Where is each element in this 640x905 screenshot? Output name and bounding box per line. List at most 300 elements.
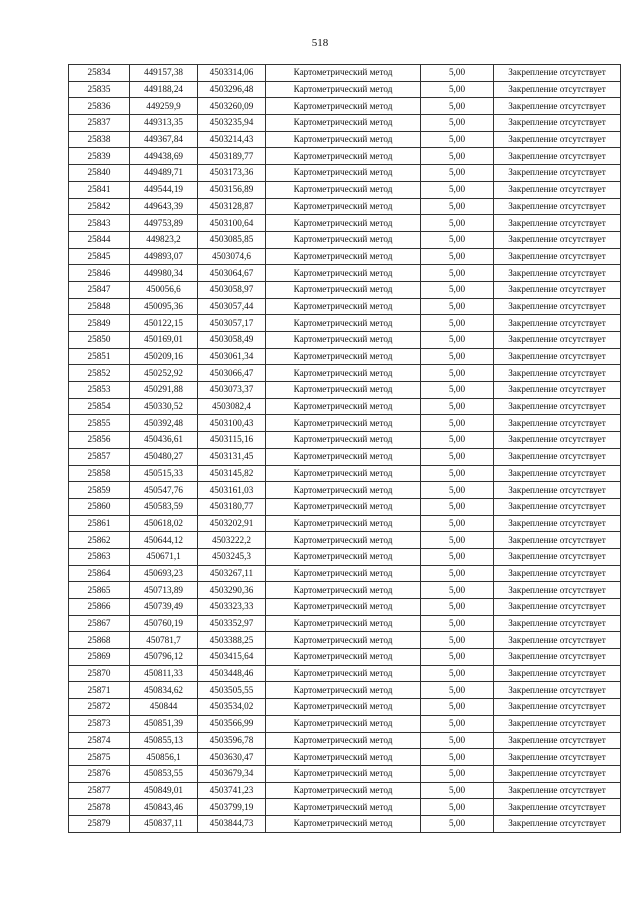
x-coordinate-cell: 450122,15 bbox=[130, 315, 198, 332]
fixing-cell: Закрепление отсутствует bbox=[494, 732, 621, 749]
table-row bbox=[69, 131, 621, 148]
table-row bbox=[69, 649, 621, 666]
y-coordinate-cell: 4503799,19 bbox=[198, 799, 266, 816]
y-coordinate-cell: 4503505,55 bbox=[198, 682, 266, 699]
method-cell: Картометрический метод bbox=[266, 98, 421, 115]
accuracy-cell: 5,00 bbox=[421, 248, 494, 265]
point-number-cell: 25879 bbox=[69, 815, 130, 832]
point-number-cell: 25842 bbox=[69, 198, 130, 215]
point-number-cell: 25850 bbox=[69, 332, 130, 349]
fixing-cell: Закрепление отсутствует bbox=[494, 415, 621, 432]
y-coordinate-cell: 4503260,09 bbox=[198, 98, 266, 115]
method-cell: Картометрический метод bbox=[266, 749, 421, 766]
table-row bbox=[69, 498, 621, 515]
method-cell: Картометрический метод bbox=[266, 582, 421, 599]
y-coordinate-cell: 4503128,87 bbox=[198, 198, 266, 215]
table-row bbox=[69, 348, 621, 365]
x-coordinate-cell: 450851,39 bbox=[130, 715, 198, 732]
y-coordinate-cell: 4503235,94 bbox=[198, 115, 266, 132]
accuracy-cell: 5,00 bbox=[421, 115, 494, 132]
method-cell: Картометрический метод bbox=[266, 115, 421, 132]
method-cell: Картометрический метод bbox=[266, 81, 421, 98]
x-coordinate-cell: 449188,24 bbox=[130, 81, 198, 98]
method-cell: Картометрический метод bbox=[266, 432, 421, 449]
fixing-cell: Закрепление отсутствует bbox=[494, 265, 621, 282]
method-cell: Картометрический метод bbox=[266, 699, 421, 716]
point-number-cell: 25856 bbox=[69, 432, 130, 449]
point-number-cell: 25838 bbox=[69, 131, 130, 148]
fixing-cell: Закрепление отсутствует bbox=[494, 532, 621, 549]
x-coordinate-cell: 450671,1 bbox=[130, 548, 198, 565]
method-cell: Картометрический метод bbox=[266, 265, 421, 282]
accuracy-cell: 5,00 bbox=[421, 732, 494, 749]
table-row bbox=[69, 265, 621, 282]
table-row bbox=[69, 532, 621, 549]
accuracy-cell: 5,00 bbox=[421, 615, 494, 632]
method-cell: Картометрический метод bbox=[266, 765, 421, 782]
fixing-cell: Закрепление отсутствует bbox=[494, 165, 621, 182]
x-coordinate-cell: 450547,76 bbox=[130, 482, 198, 499]
point-number-cell: 25860 bbox=[69, 498, 130, 515]
table-row bbox=[69, 815, 621, 832]
method-cell: Картометрический метод bbox=[266, 231, 421, 248]
point-number-cell: 25859 bbox=[69, 482, 130, 499]
table-row bbox=[69, 382, 621, 399]
table-row bbox=[69, 665, 621, 682]
y-coordinate-cell: 4503267,11 bbox=[198, 565, 266, 582]
fixing-cell: Закрепление отсутствует bbox=[494, 198, 621, 215]
point-number-cell: 25874 bbox=[69, 732, 130, 749]
y-coordinate-cell: 4503058,49 bbox=[198, 332, 266, 349]
y-coordinate-cell: 4503061,34 bbox=[198, 348, 266, 365]
method-cell: Картометрический метод bbox=[266, 532, 421, 549]
point-number-cell: 25866 bbox=[69, 599, 130, 616]
x-coordinate-cell: 450796,12 bbox=[130, 649, 198, 666]
accuracy-cell: 5,00 bbox=[421, 765, 494, 782]
point-number-cell: 25869 bbox=[69, 649, 130, 666]
point-number-cell: 25848 bbox=[69, 298, 130, 315]
table-row bbox=[69, 98, 621, 115]
y-coordinate-cell: 4503290,36 bbox=[198, 582, 266, 599]
point-number-cell: 25857 bbox=[69, 448, 130, 465]
x-coordinate-cell: 450209,16 bbox=[130, 348, 198, 365]
point-number-cell: 25876 bbox=[69, 765, 130, 782]
y-coordinate-cell: 4503189,77 bbox=[198, 148, 266, 165]
y-coordinate-cell: 4503115,16 bbox=[198, 432, 266, 449]
table-row bbox=[69, 398, 621, 415]
table-row bbox=[69, 281, 621, 298]
x-coordinate-cell: 449544,19 bbox=[130, 181, 198, 198]
x-coordinate-cell: 449643,39 bbox=[130, 198, 198, 215]
method-cell: Картометрический метод bbox=[266, 465, 421, 482]
fixing-cell: Закрепление отсутствует bbox=[494, 98, 621, 115]
x-coordinate-cell: 449753,89 bbox=[130, 215, 198, 232]
y-coordinate-cell: 4503100,64 bbox=[198, 215, 266, 232]
accuracy-cell: 5,00 bbox=[421, 415, 494, 432]
fixing-cell: Закрепление отсутствует bbox=[494, 448, 621, 465]
method-cell: Картометрический метод bbox=[266, 165, 421, 182]
fixing-cell: Закрепление отсутствует bbox=[494, 815, 621, 832]
point-number-cell: 25858 bbox=[69, 465, 130, 482]
accuracy-cell: 5,00 bbox=[421, 649, 494, 666]
point-number-cell: 25854 bbox=[69, 398, 130, 415]
table-row bbox=[69, 248, 621, 265]
table-row bbox=[69, 465, 621, 482]
y-coordinate-cell: 4503058,97 bbox=[198, 281, 266, 298]
fixing-cell: Закрепление отсутствует bbox=[494, 215, 621, 232]
accuracy-cell: 5,00 bbox=[421, 181, 494, 198]
table-row bbox=[69, 115, 621, 132]
table-row bbox=[69, 515, 621, 532]
fixing-cell: Закрепление отсутствует bbox=[494, 515, 621, 532]
method-cell: Картометрический метод bbox=[266, 365, 421, 382]
x-coordinate-cell: 450856,1 bbox=[130, 749, 198, 766]
table-row bbox=[69, 332, 621, 349]
method-cell: Картометрический метод bbox=[266, 799, 421, 816]
accuracy-cell: 5,00 bbox=[421, 315, 494, 332]
fixing-cell: Закрепление отсутствует bbox=[494, 498, 621, 515]
accuracy-cell: 5,00 bbox=[421, 432, 494, 449]
table-row bbox=[69, 448, 621, 465]
y-coordinate-cell: 4503630,47 bbox=[198, 749, 266, 766]
method-cell: Картометрический метод bbox=[266, 281, 421, 298]
method-cell: Картометрический метод bbox=[266, 815, 421, 832]
method-cell: Картометрический метод bbox=[266, 415, 421, 432]
point-number-cell: 25843 bbox=[69, 215, 130, 232]
point-number-cell: 25845 bbox=[69, 248, 130, 265]
fixing-cell: Закрепление отсутствует bbox=[494, 682, 621, 699]
point-number-cell: 25871 bbox=[69, 682, 130, 699]
x-coordinate-cell: 449313,35 bbox=[130, 115, 198, 132]
x-coordinate-cell: 450291,88 bbox=[130, 382, 198, 399]
accuracy-cell: 5,00 bbox=[421, 532, 494, 549]
table-row bbox=[69, 548, 621, 565]
fixing-cell: Закрепление отсутствует bbox=[494, 582, 621, 599]
x-coordinate-cell: 450618,02 bbox=[130, 515, 198, 532]
y-coordinate-cell: 4503066,47 bbox=[198, 365, 266, 382]
method-cell: Картометрический метод bbox=[266, 448, 421, 465]
method-cell: Картометрический метод bbox=[266, 498, 421, 515]
method-cell: Картометрический метод bbox=[266, 682, 421, 699]
table-row bbox=[69, 615, 621, 632]
x-coordinate-cell: 450837,11 bbox=[130, 815, 198, 832]
accuracy-cell: 5,00 bbox=[421, 515, 494, 532]
point-number-cell: 25863 bbox=[69, 548, 130, 565]
point-number-cell: 25846 bbox=[69, 265, 130, 282]
table-row bbox=[69, 749, 621, 766]
page-number: 518 bbox=[311, 37, 329, 49]
method-cell: Картометрический метод bbox=[266, 348, 421, 365]
accuracy-cell: 5,00 bbox=[421, 281, 494, 298]
point-number-cell: 25873 bbox=[69, 715, 130, 732]
x-coordinate-cell: 449259,9 bbox=[130, 98, 198, 115]
accuracy-cell: 5,00 bbox=[421, 665, 494, 682]
fixing-cell: Закрепление отсутствует bbox=[494, 148, 621, 165]
point-number-cell: 25875 bbox=[69, 749, 130, 766]
x-coordinate-cell: 450330,52 bbox=[130, 398, 198, 415]
method-cell: Картометрический метод bbox=[266, 298, 421, 315]
x-coordinate-cell: 450436,61 bbox=[130, 432, 198, 449]
table-row bbox=[69, 81, 621, 98]
x-coordinate-cell: 449367,84 bbox=[130, 131, 198, 148]
accuracy-cell: 5,00 bbox=[421, 215, 494, 232]
x-coordinate-cell: 450760,19 bbox=[130, 615, 198, 632]
method-cell: Картометрический метод bbox=[266, 332, 421, 349]
accuracy-cell: 5,00 bbox=[421, 632, 494, 649]
x-coordinate-cell: 450855,13 bbox=[130, 732, 198, 749]
fixing-cell: Закрепление отсутствует bbox=[494, 749, 621, 766]
accuracy-cell: 5,00 bbox=[421, 682, 494, 699]
table-row bbox=[69, 632, 621, 649]
y-coordinate-cell: 4503679,34 bbox=[198, 765, 266, 782]
point-number-cell: 25870 bbox=[69, 665, 130, 682]
method-cell: Картометрический метод bbox=[266, 382, 421, 399]
y-coordinate-cell: 4503388,25 bbox=[198, 632, 266, 649]
y-coordinate-cell: 4503296,48 bbox=[198, 81, 266, 98]
fixing-cell: Закрепление отсутствует bbox=[494, 699, 621, 716]
y-coordinate-cell: 4503057,17 bbox=[198, 315, 266, 332]
x-coordinate-cell: 450480,27 bbox=[130, 448, 198, 465]
method-cell: Картометрический метод bbox=[266, 599, 421, 616]
fixing-cell: Закрепление отсутствует bbox=[494, 81, 621, 98]
table-row bbox=[69, 715, 621, 732]
table-row bbox=[69, 682, 621, 699]
y-coordinate-cell: 4503415,64 bbox=[198, 649, 266, 666]
method-cell: Картометрический метод bbox=[266, 565, 421, 582]
point-number-cell: 25849 bbox=[69, 315, 130, 332]
table-row bbox=[69, 181, 621, 198]
accuracy-cell: 5,00 bbox=[421, 565, 494, 582]
fixing-cell: Закрепление отсутствует bbox=[494, 782, 621, 799]
y-coordinate-cell: 4503180,77 bbox=[198, 498, 266, 515]
method-cell: Картометрический метод bbox=[266, 131, 421, 148]
method-cell: Картометрический метод bbox=[266, 548, 421, 565]
y-coordinate-cell: 4503844,73 bbox=[198, 815, 266, 832]
point-number-cell: 25841 bbox=[69, 181, 130, 198]
table-row bbox=[69, 565, 621, 582]
x-coordinate-cell: 450843,46 bbox=[130, 799, 198, 816]
y-coordinate-cell: 4503202,91 bbox=[198, 515, 266, 532]
fixing-cell: Закрепление отсутствует bbox=[494, 799, 621, 816]
x-coordinate-cell: 450583,59 bbox=[130, 498, 198, 515]
fixing-cell: Закрепление отсутствует bbox=[494, 482, 621, 499]
accuracy-cell: 5,00 bbox=[421, 198, 494, 215]
x-coordinate-cell: 450515,33 bbox=[130, 465, 198, 482]
y-coordinate-cell: 4503352,97 bbox=[198, 615, 266, 632]
accuracy-cell: 5,00 bbox=[421, 131, 494, 148]
y-coordinate-cell: 4503057,44 bbox=[198, 298, 266, 315]
fixing-cell: Закрепление отсутствует bbox=[494, 398, 621, 415]
coordinates-table-body bbox=[69, 65, 621, 833]
table-row bbox=[69, 782, 621, 799]
fixing-cell: Закрепление отсутствует bbox=[494, 382, 621, 399]
fixing-cell: Закрепление отсутствует bbox=[494, 548, 621, 565]
point-number-cell: 25865 bbox=[69, 582, 130, 599]
y-coordinate-cell: 4503314,06 bbox=[198, 65, 266, 82]
x-coordinate-cell: 450392,48 bbox=[130, 415, 198, 432]
point-number-cell: 25862 bbox=[69, 532, 130, 549]
y-coordinate-cell: 4503214,43 bbox=[198, 131, 266, 148]
method-cell: Картометрический метод bbox=[266, 181, 421, 198]
y-coordinate-cell: 4503222,2 bbox=[198, 532, 266, 549]
accuracy-cell: 5,00 bbox=[421, 465, 494, 482]
accuracy-cell: 5,00 bbox=[421, 699, 494, 716]
accuracy-cell: 5,00 bbox=[421, 265, 494, 282]
table-row bbox=[69, 432, 621, 449]
accuracy-cell: 5,00 bbox=[421, 165, 494, 182]
method-cell: Картометрический метод bbox=[266, 665, 421, 682]
accuracy-cell: 5,00 bbox=[421, 582, 494, 599]
method-cell: Картометрический метод bbox=[266, 215, 421, 232]
x-coordinate-cell: 450844 bbox=[130, 699, 198, 716]
x-coordinate-cell: 450056,6 bbox=[130, 281, 198, 298]
x-coordinate-cell: 450853,55 bbox=[130, 765, 198, 782]
accuracy-cell: 5,00 bbox=[421, 448, 494, 465]
point-number-cell: 25839 bbox=[69, 148, 130, 165]
method-cell: Картометрический метод bbox=[266, 782, 421, 799]
table-row bbox=[69, 215, 621, 232]
fixing-cell: Закрепление отсутствует bbox=[494, 649, 621, 666]
accuracy-cell: 5,00 bbox=[421, 782, 494, 799]
y-coordinate-cell: 4503064,67 bbox=[198, 265, 266, 282]
table-row bbox=[69, 415, 621, 432]
x-coordinate-cell: 450644,12 bbox=[130, 532, 198, 549]
point-number-cell: 25864 bbox=[69, 565, 130, 582]
table-row bbox=[69, 732, 621, 749]
method-cell: Картометрический метод bbox=[266, 482, 421, 499]
x-coordinate-cell: 450169,01 bbox=[130, 332, 198, 349]
point-number-cell: 25872 bbox=[69, 699, 130, 716]
point-number-cell: 25837 bbox=[69, 115, 130, 132]
point-number-cell: 25867 bbox=[69, 615, 130, 632]
table-row bbox=[69, 765, 621, 782]
method-cell: Картометрический метод bbox=[266, 315, 421, 332]
point-number-cell: 25840 bbox=[69, 165, 130, 182]
coordinates-table bbox=[68, 64, 621, 833]
x-coordinate-cell: 449893,07 bbox=[130, 248, 198, 265]
x-coordinate-cell: 450834,62 bbox=[130, 682, 198, 699]
y-coordinate-cell: 4503245,3 bbox=[198, 548, 266, 565]
accuracy-cell: 5,00 bbox=[421, 298, 494, 315]
point-number-cell: 25861 bbox=[69, 515, 130, 532]
fixing-cell: Закрепление отсутствует bbox=[494, 65, 621, 82]
method-cell: Картометрический метод bbox=[266, 715, 421, 732]
point-number-cell: 25853 bbox=[69, 382, 130, 399]
table-row bbox=[69, 365, 621, 382]
method-cell: Картометрический метод bbox=[266, 398, 421, 415]
fixing-cell: Закрепление отсутствует bbox=[494, 432, 621, 449]
y-coordinate-cell: 4503596,78 bbox=[198, 732, 266, 749]
x-coordinate-cell: 450849,01 bbox=[130, 782, 198, 799]
y-coordinate-cell: 4503534,02 bbox=[198, 699, 266, 716]
y-coordinate-cell: 4503156,89 bbox=[198, 181, 266, 198]
accuracy-cell: 5,00 bbox=[421, 548, 494, 565]
fixing-cell: Закрепление отсутствует bbox=[494, 348, 621, 365]
point-number-cell: 25847 bbox=[69, 281, 130, 298]
fixing-cell: Закрепление отсутствует bbox=[494, 298, 621, 315]
accuracy-cell: 5,00 bbox=[421, 482, 494, 499]
table-row bbox=[69, 65, 621, 82]
method-cell: Картометрический метод bbox=[266, 65, 421, 82]
accuracy-cell: 5,00 bbox=[421, 365, 494, 382]
point-number-cell: 25877 bbox=[69, 782, 130, 799]
y-coordinate-cell: 4503074,6 bbox=[198, 248, 266, 265]
point-number-cell: 25851 bbox=[69, 348, 130, 365]
method-cell: Картометрический метод bbox=[266, 248, 421, 265]
accuracy-cell: 5,00 bbox=[421, 332, 494, 349]
fixing-cell: Закрепление отсутствует bbox=[494, 332, 621, 349]
accuracy-cell: 5,00 bbox=[421, 382, 494, 399]
fixing-cell: Закрепление отсутствует bbox=[494, 632, 621, 649]
accuracy-cell: 5,00 bbox=[421, 398, 494, 415]
x-coordinate-cell: 450811,33 bbox=[130, 665, 198, 682]
fixing-cell: Закрепление отсутствует bbox=[494, 599, 621, 616]
accuracy-cell: 5,00 bbox=[421, 148, 494, 165]
fixing-cell: Закрепление отсутствует bbox=[494, 248, 621, 265]
x-coordinate-cell: 449438,69 bbox=[130, 148, 198, 165]
fixing-cell: Закрепление отсутствует bbox=[494, 181, 621, 198]
y-coordinate-cell: 4503085,85 bbox=[198, 231, 266, 248]
y-coordinate-cell: 4503741,23 bbox=[198, 782, 266, 799]
table-row bbox=[69, 315, 621, 332]
accuracy-cell: 5,00 bbox=[421, 498, 494, 515]
fixing-cell: Закрепление отсутствует bbox=[494, 465, 621, 482]
method-cell: Картометрический метод bbox=[266, 649, 421, 666]
table-row bbox=[69, 165, 621, 182]
y-coordinate-cell: 4503100,43 bbox=[198, 415, 266, 432]
table-row bbox=[69, 799, 621, 816]
accuracy-cell: 5,00 bbox=[421, 599, 494, 616]
accuracy-cell: 5,00 bbox=[421, 348, 494, 365]
y-coordinate-cell: 4503161,03 bbox=[198, 482, 266, 499]
point-number-cell: 25852 bbox=[69, 365, 130, 382]
table-row bbox=[69, 148, 621, 165]
method-cell: Картометрический метод bbox=[266, 632, 421, 649]
y-coordinate-cell: 4503082,4 bbox=[198, 398, 266, 415]
fixing-cell: Закрепление отсутствует bbox=[494, 115, 621, 132]
x-coordinate-cell: 450095,36 bbox=[130, 298, 198, 315]
accuracy-cell: 5,00 bbox=[421, 715, 494, 732]
method-cell: Картометрический метод bbox=[266, 732, 421, 749]
point-number-cell: 25844 bbox=[69, 231, 130, 248]
point-number-cell: 25868 bbox=[69, 632, 130, 649]
point-number-cell: 25878 bbox=[69, 799, 130, 816]
x-coordinate-cell: 449489,71 bbox=[130, 165, 198, 182]
accuracy-cell: 5,00 bbox=[421, 749, 494, 766]
y-coordinate-cell: 4503323,33 bbox=[198, 599, 266, 616]
method-cell: Картометрический метод bbox=[266, 198, 421, 215]
y-coordinate-cell: 4503566,99 bbox=[198, 715, 266, 732]
fixing-cell: Закрепление отсутствует bbox=[494, 365, 621, 382]
x-coordinate-cell: 449823,2 bbox=[130, 231, 198, 248]
table-row bbox=[69, 198, 621, 215]
point-number-cell: 25835 bbox=[69, 81, 130, 98]
x-coordinate-cell: 450252,92 bbox=[130, 365, 198, 382]
method-cell: Картометрический метод bbox=[266, 615, 421, 632]
x-coordinate-cell: 449157,38 bbox=[130, 65, 198, 82]
y-coordinate-cell: 4503145,82 bbox=[198, 465, 266, 482]
x-coordinate-cell: 450693,23 bbox=[130, 565, 198, 582]
fixing-cell: Закрепление отсутствует bbox=[494, 315, 621, 332]
accuracy-cell: 5,00 bbox=[421, 81, 494, 98]
x-coordinate-cell: 450781,7 bbox=[130, 632, 198, 649]
point-number-cell: 25834 bbox=[69, 65, 130, 82]
table-row bbox=[69, 599, 621, 616]
table-row bbox=[69, 582, 621, 599]
fixing-cell: Закрепление отсутствует bbox=[494, 715, 621, 732]
x-coordinate-cell: 450739,49 bbox=[130, 599, 198, 616]
x-coordinate-cell: 450713,89 bbox=[130, 582, 198, 599]
